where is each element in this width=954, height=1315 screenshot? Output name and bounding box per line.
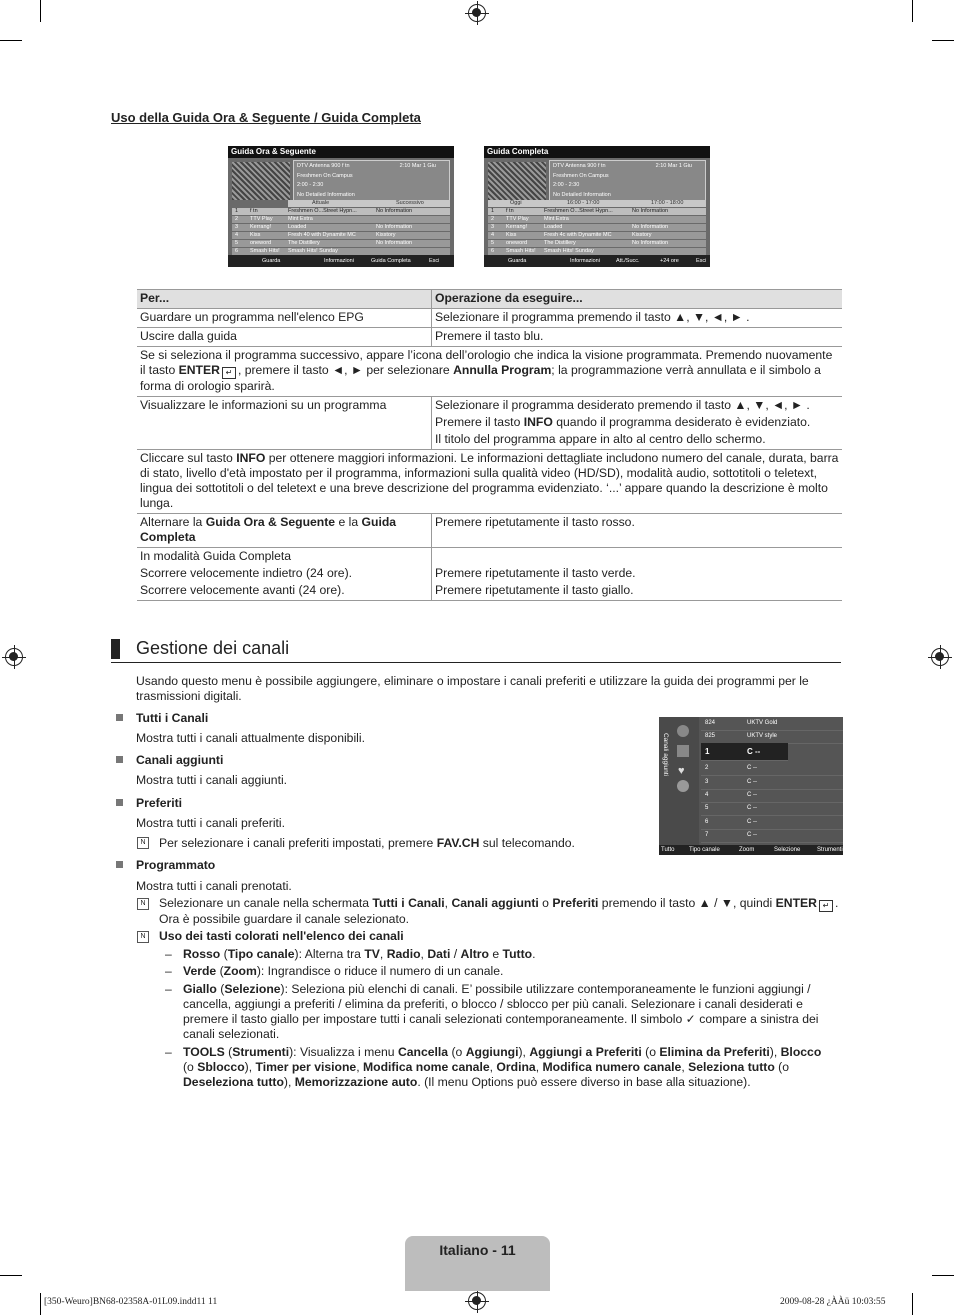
table-row: Uscire dalla guida Premere il tasto blu. — [137, 328, 842, 347]
table-row: In modalità Guida Completa Scorrere velocemente indietro (24 ore). Scorrere velocemente avanti (24 ore). Premere ripetutamente il tasto verde. Premere ripetutamente il tasto giallo. — [137, 548, 842, 601]
epg-now-next-screen — [228, 146, 454, 267]
intro-text: Usando questo menu è possibile aggiungere, eliminare o impostare i canali preferiti e utilizzare la guida dei programmi per le trasmissioni digitali. — [136, 674, 809, 703]
table-row: Guardare un programma nell'elenco EPG Selezionare il programma premendo il tasto ▲, ▼, ◄, ► . — [137, 309, 842, 328]
epg-row[interactable]: 6 Smash Hits! Smash Hits! Sunday — [232, 248, 450, 255]
registration-mark-icon — [931, 648, 949, 666]
channel-list-item[interactable]: 3 C -- — [701, 776, 843, 790]
section-heading: Gestione dei canali — [111, 638, 841, 663]
channel-list-item[interactable]: 6 C -- — [701, 816, 843, 830]
crop-mark — [912, 0, 913, 22]
epg-row[interactable]: 5 oneword The Distillery No Information — [232, 240, 450, 247]
preview-thumbnail — [488, 162, 546, 200]
subsection-title: Uso della Guida Ora & Seguente / Guida Completa — [111, 110, 421, 125]
enter-icon: ↵ — [819, 900, 833, 912]
epg-row[interactable]: 5 oneword The Distillery No Information — [488, 240, 706, 247]
bullet-square-icon — [116, 861, 123, 868]
channel-list-item[interactable]: 1 C -- — [701, 743, 788, 761]
page-number-box: Italiano - 11 — [405, 1236, 550, 1291]
enter-icon: ↵ — [222, 367, 236, 379]
crop-mark — [0, 40, 22, 41]
epg-row[interactable]: 1 f tn Freshmen O...Street Hypn... No Information — [232, 208, 450, 215]
crop-mark — [932, 40, 954, 41]
column-header: Oggi 16:00 - 17:00 17:00 - 18:00 — [488, 200, 706, 207]
crop-mark — [40, 1293, 41, 1315]
favorites-heart-icon: ♥ — [678, 765, 685, 777]
channel-list-item[interactable]: 2 C -- — [701, 762, 843, 776]
color-tools-desc: TOOLS (Strumenti): Visualizza i menu Cancella (o Aggiungi), Aggiungi a Preferiti (o Elimina da Preferiti), Blocco (o Sblocco), Timer per visione, Modifica nome canale, Ordina, Modifica numero canale, Seleziona tutto (o Deseleziona tutto), Memorizzazione auto. (Il menu Options può essere diverso in base alla situazione). — [183, 1045, 822, 1089]
program-info: DTV Antenna 900 f tn 2:10 Mar 1 Giu Freshmen On Campus 2:00 - 2:30 No Detailed Information — [293, 160, 450, 204]
color-yellow-desc: Giallo (Selezione): Seleziona più elenchi di canali. E’ possibile utilizzare contemporaneamente le funzioni aggiungi / cancella, aggiungi a preferiti / elimina da preferiti, o blocco / sblocco per più canali. Selezionare i canali desiderati e premere il tasto giallo per impostare tutti i canali selezionati contemporaneamente. Il simbolo ✓ compare a sinistra dei canali selezionati. — [183, 982, 819, 1041]
epg-row[interactable]: 3 Kerrang! Loaded No Information — [488, 224, 706, 231]
all-channels-icon — [677, 725, 689, 737]
screen-title: Guida Ora & Seguente — [228, 146, 454, 158]
registration-mark-icon — [468, 1292, 486, 1310]
epg-row[interactable]: 2 TTV Play Mint Extra — [232, 216, 450, 223]
channel-list-item[interactable]: 7 C -- — [701, 829, 843, 843]
epg-row[interactable]: 4 Kiss Fresh 4c with Dynamite MC Kisstory — [488, 232, 706, 239]
channel-screen-footer: Tutto Tipo canale Zoom Selezione Strumenti — [661, 847, 843, 853]
registration-mark-icon — [468, 4, 486, 22]
table-row: Alternare la Guida Ora & Seguente e la Guida Completa Premere ripetutamente il tasto rosso. — [137, 514, 842, 548]
check-icon: ✓ — [685, 1012, 696, 1026]
epg-full-screen — [484, 146, 710, 267]
channel-list-item[interactable]: 4 C -- — [701, 789, 843, 803]
note-icon: N — [137, 931, 149, 943]
crop-mark — [932, 1275, 954, 1276]
print-info-right: 2009-08-28 ¿ÀÀü 10:03:55 — [780, 1297, 886, 1307]
preview-thumbnail — [232, 162, 290, 200]
epg-row[interactable]: 6 Smash Hits! Smash Hits! Sunday — [488, 248, 706, 255]
epg-row[interactable]: 4 Kiss Fresh 40 with Dynamite MC Kisstory — [232, 232, 450, 239]
epg-row[interactable]: 1 f tn Freshmen O...Street Hypn... No Information — [488, 208, 706, 215]
epg-row[interactable]: 3 Kerrang! Loaded No Information — [232, 224, 450, 231]
screen-footer: Guarda Informazioni Att./Succ. +24 ore Esci — [484, 255, 710, 267]
note-icon: N — [137, 898, 149, 910]
bullet-square-icon — [116, 756, 123, 763]
channel-list-item[interactable]: 824 UKTV Gold — [701, 717, 843, 731]
crop-mark — [0, 1275, 22, 1276]
channel-list-item[interactable]: 5 C -- — [701, 802, 843, 816]
color-green-desc: Verde (Zoom): Ingrandisce o riduce il numero di un canale. — [183, 964, 504, 978]
screen-title: Guida Completa — [484, 146, 710, 158]
section-marker — [111, 639, 120, 659]
bullet-square-icon — [116, 799, 123, 806]
note-icon: N — [137, 837, 149, 849]
print-info-left: [350-Weuro]BN68-02358A-01L09.indd11 11 — [44, 1297, 218, 1307]
table-row: Visualizzare le informazioni su un programma Selezionare il programma desiderato premendo il tasto ▲, ▼, ◄, ► . Premere il tasto INFO quando il programma desiderato è evidenziato. Il titolo del programma appare in alto al centro dello schermo. — [137, 397, 842, 450]
table-row: Se si seleziona il programma successivo, appare l’icona dell’orologio che indica la visione programmata. Premendo nuovamente il tasto ENTER ↵ , premere il tasto ◄, ► per selezionare Annulla Program; la programmazione verrà annullata e il simbolo a forma di orologio sparirà. — [137, 347, 842, 397]
channel-list-screen — [659, 717, 843, 855]
crop-mark — [912, 1293, 913, 1315]
bullet-square-icon — [116, 714, 123, 721]
table-row: Cliccare sul tasto INFO per ottenere maggiori informazioni. Le informazioni dettagliate includono numero del canale, durata, barra di stato, livello d'età impostato per il programma, informazioni sulla qualità video (HD/SD), modalità audio, sottotitoli o teletext, lingua dei sottotitoli o del teletext e una breve descrizione del programma evidenziato. ‘...’ appare quando la descrizione è molto lunga. — [137, 450, 842, 514]
channel-list-item[interactable]: 825 UKTV style — [701, 730, 843, 744]
screen-footer: Guarda Informazioni Guida Completa Esci — [228, 255, 454, 267]
channel-sidebar: Canali aggiunti ♥ — [659, 717, 699, 845]
table-header-right: Operazione da eseguire... — [432, 290, 843, 309]
added-channels-icon — [677, 745, 689, 757]
note-select-channel: Selezionare un canale nella schermata Tutti i Canali, Canali aggiunti o Preferiti premendo il tasto ▲ / ▼, quindi ENTER ↵ . Ora è possibile guardare il canale selezionato. — [159, 896, 839, 926]
table-header-left: Per... — [137, 290, 432, 309]
column-header: Attuale Successivo — [288, 200, 450, 207]
epg-row[interactable]: 2 TTV Play Mint Extra — [488, 216, 706, 223]
color-red-desc: Rosso (Tipo canale): Alterna tra TV, Radio, Dati / Altro e Tutto. — [183, 947, 536, 961]
crop-mark — [40, 0, 41, 22]
program-info: DTV Antenna 900 f tn 2:10 Mar 1 Giu Freshmen On Campus 2:00 - 2:30 No Detailed Information — [549, 160, 706, 204]
registration-mark-icon — [5, 648, 23, 666]
scheduled-clock-icon — [677, 780, 689, 792]
operation-table — [137, 289, 842, 601]
